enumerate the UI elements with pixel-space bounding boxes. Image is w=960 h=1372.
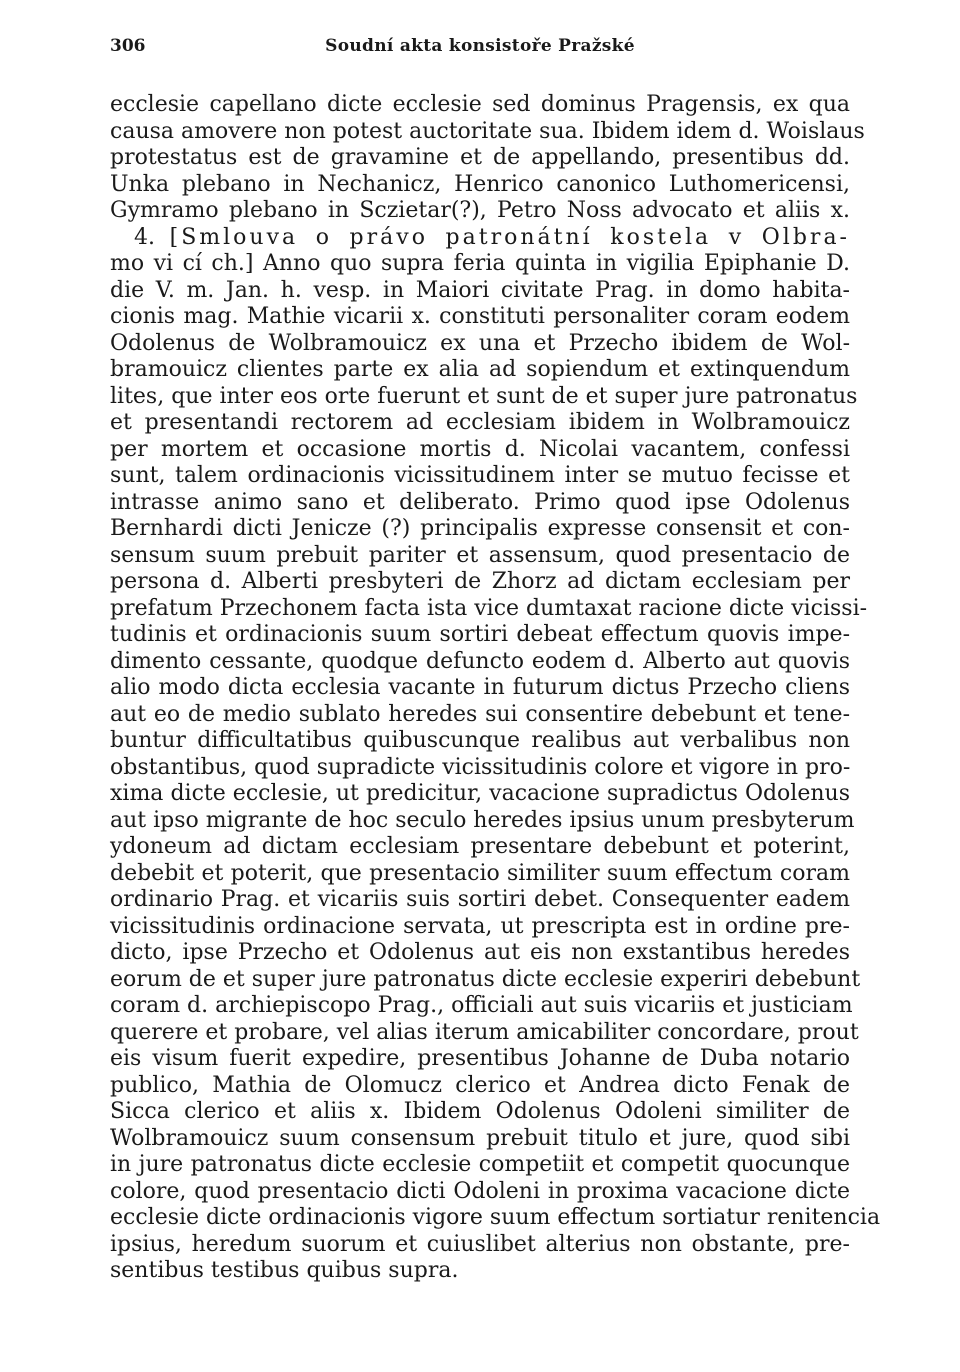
text-line: aut ipso migrante de hoc seculo heredes ipsius unum presbyterum (110, 807, 855, 833)
text-line: obstantibus, quod supradicte vicissitudinis colore et vigore in pro- (110, 754, 851, 780)
page-header (110, 36, 850, 66)
text-line: tudinis et ordinacionis suum sortiri debeat effectum quovis impe- (110, 622, 850, 647)
text-line: eorum de et super jure patronatus dicte ecclesie experiri debebunt (110, 966, 861, 992)
text-line: intrasse animo sano et deliberato. Primo quod ipse Odolenus (110, 489, 850, 515)
text-line: in jure patronatus dicte ecclesie competiit et competit quocunque (110, 1152, 850, 1177)
text-line: Bernhardi dicti Jenicze (?) principalis expresse consensit et con- (110, 516, 850, 541)
section-number: 4. (134, 224, 155, 250)
text-line: sentibus testibus quibus supra. (110, 1258, 459, 1283)
text-line: die V. m. Jan. h. vesp. in Maiori civitate Prag. in domo habita- (110, 277, 850, 303)
text-line: alio modo dicta ecclesia vacante in futurum dictus Przecho cliens (110, 675, 850, 700)
text-line: cionis mag. Mathie vicarii x. constituti personaliter coram eodem (110, 304, 850, 329)
text-line: per mortem et occasione mortis d. Nicolai vacantem, confessi (110, 436, 850, 462)
text-line: colore, quod presentacio dicti Odoleni in proxima vacacione dicte (110, 1178, 850, 1204)
text-line: sensum suum prebuit pariter et assensum, quod presentacio de (110, 542, 850, 568)
text-line: debebit et poterit, que presentacio similiter suum effectum coram (110, 860, 850, 886)
text-line: coram d. archiepiscopo Prag., officiali aut suis vicariis et justiciam (110, 993, 853, 1018)
text-line: mo vi cí ch.] Anno quo supra feria quinta in vigilia Epiphanie D. (110, 251, 850, 276)
text-line: ipsius, heredum suorum et cuiuslibet alterius non obstante, pre- (110, 1231, 850, 1257)
text-line: vicissitudinis ordinacione servata, ut prescripta est in ordine pre- (110, 913, 850, 939)
text-line: xima dicte ecclesie, ut predicitur, vacacione supradictus Odolenus (110, 781, 850, 806)
text-line: ydoneum ad dictam ecclesiam presentare debebunt et poterint, (110, 834, 850, 859)
text-line: et presentandi rectorem ad ecclesiam ibidem in Wolbramouicz (110, 410, 850, 435)
text-line: sunt, talem ordinacionis vicissitudinem inter se mutuo fecisse et (110, 463, 850, 488)
text-line: publico, Mathia de Olomucz clerico et Andrea dicto Fenak de (110, 1072, 850, 1098)
text-line: Odolenus de Wolbramouicz ex una et Przecho ibidem de Wol- (110, 330, 850, 356)
text-line: persona d. Alberti presbyteri de Zhorz ad dictam ecclesiam per (110, 569, 850, 594)
running-head: Soudní akta konsistoře Pražské (325, 36, 635, 56)
text-line: ecclesie dicte ordinacionis vigore suum effectum sortiatur renitencia (110, 1205, 881, 1230)
text-line: eis visum fuerit expedire, presentibus Johanne de Duba notario (110, 1046, 850, 1071)
text-line: causa amovere non potest auctoritate sua. Ibidem idem d. Woislaus (110, 118, 865, 144)
text-line: dicto, ipse Przecho et Odolenus aut eis non exstantibus heredes (110, 940, 850, 965)
text-line: aut eo de medio sublato heredes sui consentire debebunt et tene- (110, 701, 850, 727)
text-line: protestatus est de gravamine et de appellando, presentibus dd. (110, 145, 850, 170)
text-line: lites, que inter eos orte fuerunt et sunt de et super jure patronatus (110, 383, 858, 409)
text-line: bramouicz clientes parte ex alia ad sopiendum et extinquendum (110, 357, 850, 382)
text-line: Sicca clerico et aliis x. Ibidem Odolenus Odoleni similiter de (110, 1099, 850, 1124)
text-line: buntur difficultatibus quibuscunque realibus aut verbalibus non (110, 728, 850, 753)
text-line: dimento cessante, quodque defuncto eodem d. Alberto aut quovis (110, 648, 850, 674)
body-text (110, 92, 881, 1285)
text-line: querere et probare, vel alias iterum amicabiliter concordare, prout (110, 1019, 859, 1045)
text-line: Unka plebano in Nechanicz, Henrico canonico Luthomericensi, (110, 171, 850, 197)
text-line: ecclesie capellano dicte ecclesie sed dominus Pragensis, ex qua (110, 92, 850, 117)
section-heading-line (110, 225, 850, 252)
text-line: ordinario Prag. et vicariis suis sortiri debet. Consequenter eadem (110, 887, 850, 912)
page-number: 306 (110, 36, 146, 56)
text-line: prefatum Przechonem facta ista vice dumtaxat racione dicte vicissi- (110, 595, 868, 621)
text-line: Wolbramouicz suum consensum prebuit titulo et jure, quod sibi (110, 1125, 850, 1151)
section-title: [Smlouva o právo patronátní kostela v Olbra- (169, 224, 850, 250)
text-line: Gymramo plebano in Sczietar(?), Petro Noss advocato et aliis x. (110, 198, 850, 223)
